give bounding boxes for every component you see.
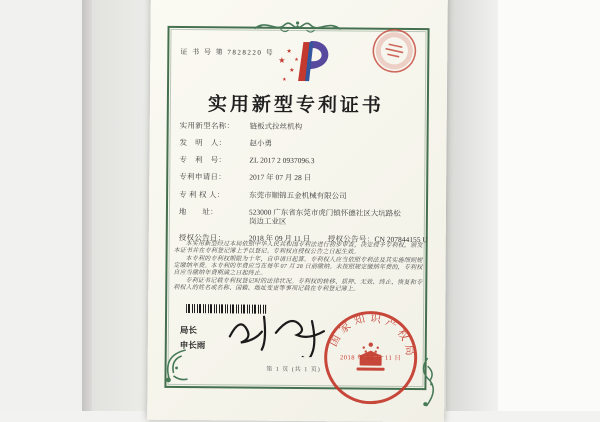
seal-organization-text: 国家知识产权局	[327, 312, 417, 361]
field-label: 地 址：	[178, 206, 218, 217]
field-value: ZL 2017 2 0937096.3	[249, 155, 315, 166]
field-label: 授权公告日：	[178, 232, 226, 243]
star-icon: ★	[282, 77, 287, 83]
field-row-address	[179, 207, 402, 227]
star-icon: ★	[278, 55, 286, 65]
field-label: 实用新型名称：	[179, 120, 235, 131]
page-footer: 第 1 页 (共 1 页)	[266, 366, 321, 374]
field-row-inventor	[180, 138, 403, 149]
field-value: CN 207844155 U	[374, 234, 428, 245]
star-icon: ★	[289, 67, 295, 74]
field-row-patentee	[179, 190, 402, 201]
field-label: 专利申请日：	[179, 172, 227, 182]
photo-shadow-band	[82, 0, 92, 411]
photo-shadow-right	[446, 0, 498, 411]
seal-date: 2018 年 09 月 11 日	[339, 354, 402, 362]
field-label: 专 利 权 人：	[179, 189, 225, 199]
field-value: 东莞市顺锦五金机械有限公司	[249, 190, 347, 200]
cnipa-logo-icon	[276, 36, 334, 87]
field-label: 授权公告号：	[327, 234, 375, 244]
flourish-ornament-top	[250, 16, 344, 37]
director-title-label: 局长	[179, 324, 197, 336]
star-icon: ★	[294, 57, 299, 64]
patent-fields	[178, 120, 428, 252]
director-signature-icon	[220, 304, 338, 357]
page-title: 实用新型专利证书	[207, 94, 384, 117]
field-row-filing-date	[179, 172, 402, 183]
body-paragraph: 本实用新型经过本局依照中华人民共和国专利法进行初步审查，决定授予专利权，颁发本证书并在专利登记簿上予以登记。专利权自授权公告之日起生效。	[173, 241, 423, 256]
field-value: 523000 广东省东莞市虎门镇怀德社区大坑路松岗边工业区	[248, 207, 401, 226]
legal-body-text	[173, 241, 422, 295]
director-printed-name: 申长雨	[179, 339, 206, 351]
photo-background-right	[498, 0, 600, 411]
field-value: 2017 年 07 月 28 日	[249, 172, 312, 183]
field-value: 2018 年 09 月 11 日	[248, 233, 311, 244]
field-value: 链板式拉丝机构	[249, 121, 303, 132]
body-paragraph: 专利证书记载专利权登记时的法律状况。专利权的转移、质押、无效、终止、恢复和专利权人的姓名或名称、国籍、地址变更等事项记载在专利登记簿上。	[173, 278, 423, 293]
body-paragraph: 本专利的专利权期限为十年，自申请日起算。专利权人应当依照专利法及其实施细则规定缴纳年费。本专利的年费应当在每年 07 月 28 日前缴纳。未按照规定缴纳年费的，专利权自应当缴纳年费期满之日起终止。	[173, 256, 423, 277]
field-label: 发 明 人：	[179, 138, 227, 148]
agency-stamp-icon	[366, 22, 423, 79]
certificate-number: 证 书 号 第 7828220 号	[180, 47, 275, 57]
field-row-patent-number	[179, 155, 402, 166]
field-value: 赵小勇	[249, 138, 273, 148]
field-row-name	[180, 121, 403, 132]
photo-background-left	[92, 0, 150, 411]
star-icon: ★	[286, 48, 292, 55]
field-label: 专 利 号：	[179, 155, 227, 165]
certificate-paper	[147, 0, 448, 422]
